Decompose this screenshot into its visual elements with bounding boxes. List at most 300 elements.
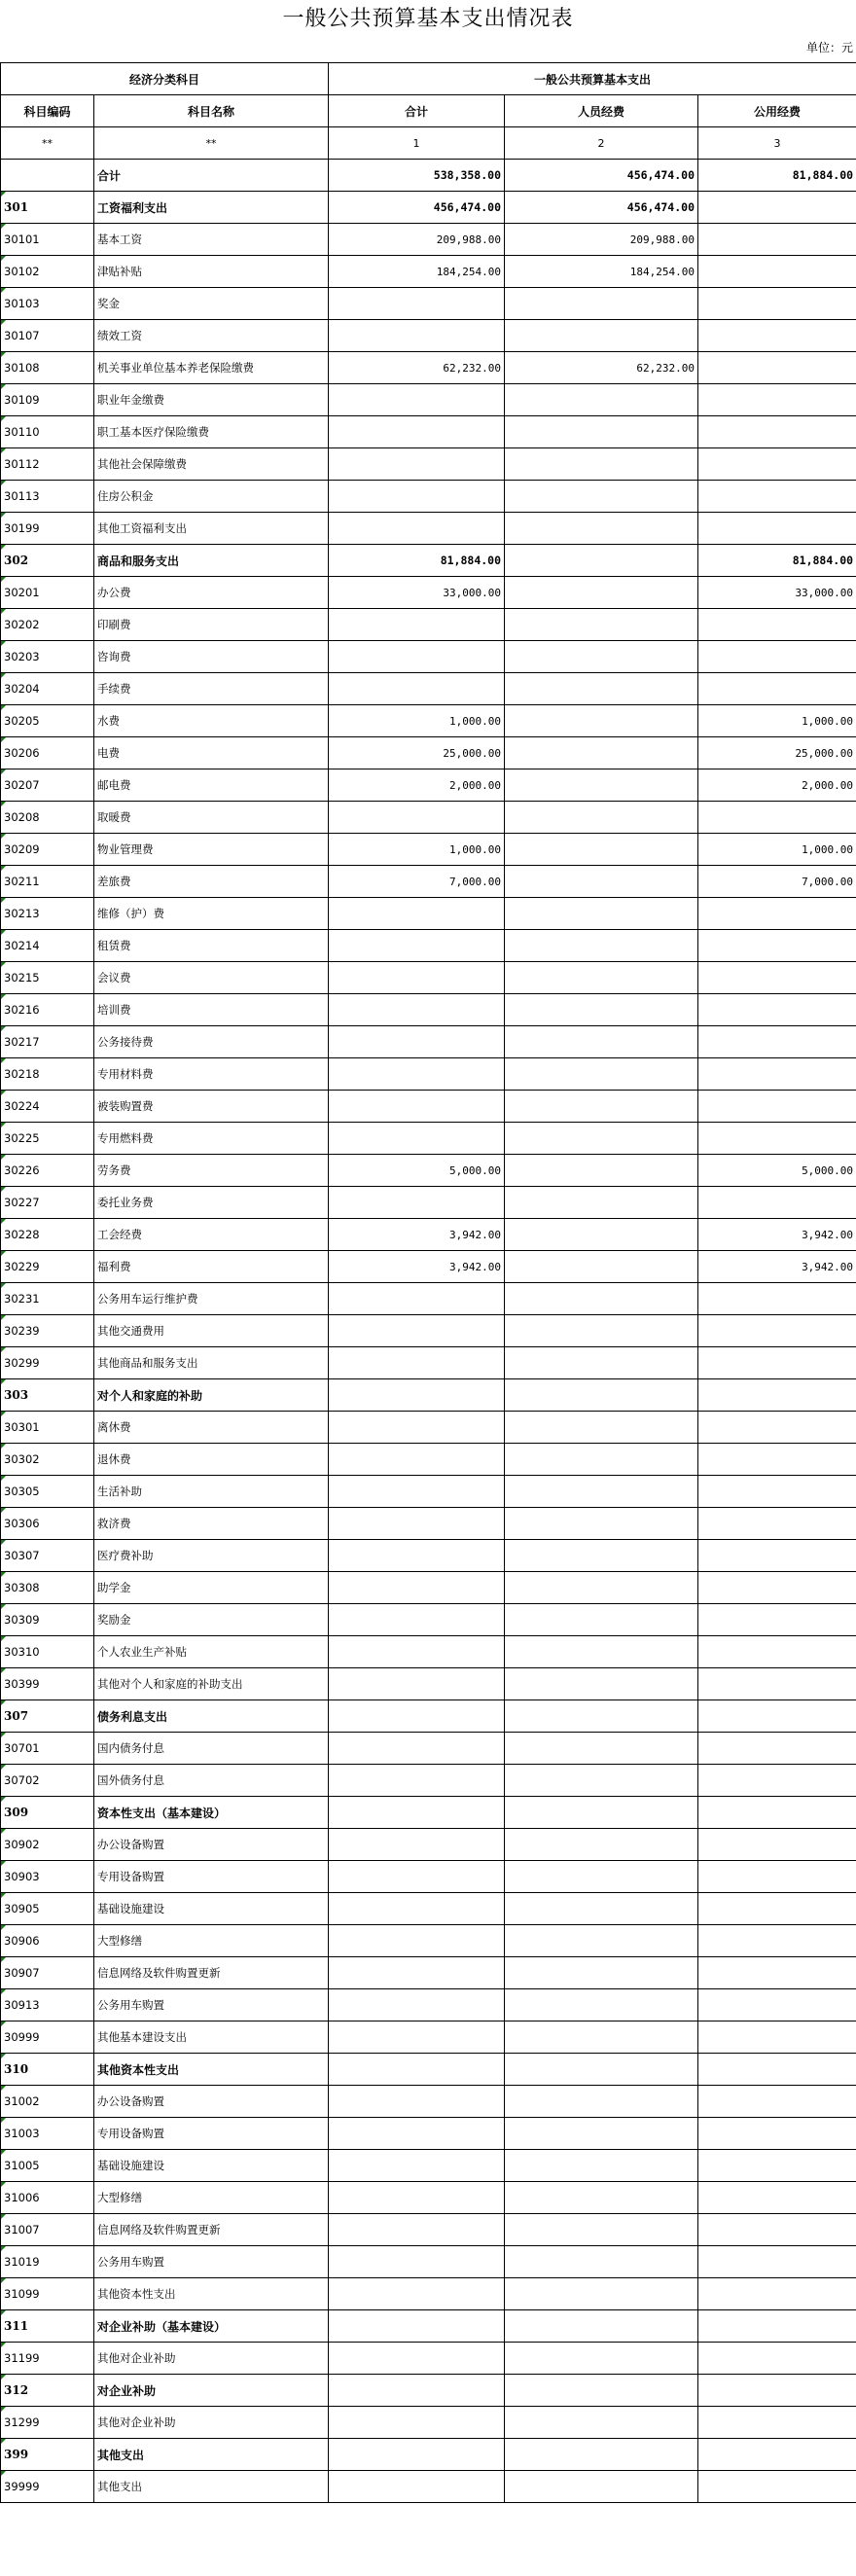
table-row — [1, 545, 856, 577]
row-personnel — [505, 641, 698, 673]
table-row — [1, 737, 856, 769]
row-code: 30205 — [1, 705, 94, 737]
row-name: 基本工资 — [94, 224, 329, 256]
row-name: 离休费 — [94, 1412, 329, 1444]
row-name: 其他商品和服务支出 — [94, 1347, 329, 1379]
row-name: 被装购置费 — [94, 1091, 329, 1123]
row-total — [329, 1700, 505, 1733]
row-personnel: 456,474.00 — [505, 192, 698, 224]
row-name: 办公设备购置 — [94, 1829, 329, 1861]
row-code: 30206 — [1, 737, 94, 769]
row-public — [698, 352, 856, 384]
row-personnel — [505, 1829, 698, 1861]
row-total — [329, 1123, 505, 1155]
row-public — [698, 1412, 856, 1444]
row-code: 30209 — [1, 834, 94, 866]
row-code: 310 — [1, 2054, 94, 2086]
row-name: 水费 — [94, 705, 329, 737]
row-personnel — [505, 545, 698, 577]
row-public — [698, 513, 856, 545]
row-public — [698, 962, 856, 994]
row-personnel — [505, 2021, 698, 2054]
row-public — [698, 416, 856, 448]
row-code: 30302 — [1, 1444, 94, 1476]
row-name: 办公费 — [94, 577, 329, 609]
row-personnel — [505, 1925, 698, 1957]
expenditure-table — [0, 62, 856, 2503]
row-public — [698, 256, 856, 288]
table-row — [1, 1219, 856, 1251]
row-name: 国外债务付息 — [94, 1765, 329, 1797]
header-personnel: 人员经费 — [505, 95, 698, 127]
row-public — [698, 2182, 856, 2214]
table-row — [1, 2343, 856, 2375]
row-name: 基础设施建设 — [94, 1893, 329, 1925]
header-column-row — [1, 95, 856, 127]
row-personnel — [505, 481, 698, 513]
row-name: 公务用车购置 — [94, 1989, 329, 2021]
row-total — [329, 1861, 505, 1893]
row-code: 30201 — [1, 577, 94, 609]
row-total: 184,254.00 — [329, 256, 505, 288]
row-code: 31007 — [1, 2214, 94, 2246]
row-total — [329, 802, 505, 834]
row-public — [698, 2118, 856, 2150]
row-name: 大型修缮 — [94, 1925, 329, 1957]
table-row — [1, 1572, 856, 1604]
row-total — [329, 2150, 505, 2182]
row-personnel — [505, 2278, 698, 2310]
row-code: 30224 — [1, 1091, 94, 1123]
row-name: 退休费 — [94, 1444, 329, 1476]
row-code: 30108 — [1, 352, 94, 384]
row-total — [329, 2118, 505, 2150]
row-code: 30902 — [1, 1829, 94, 1861]
row-personnel — [505, 2246, 698, 2278]
table-row — [1, 1155, 856, 1187]
row-total — [329, 2246, 505, 2278]
row-code: 30299 — [1, 1347, 94, 1379]
table-row — [1, 1540, 856, 1572]
row-code: 30226 — [1, 1155, 94, 1187]
row-personnel — [505, 2054, 698, 2086]
row-public — [698, 1283, 856, 1315]
table-row — [1, 1444, 856, 1476]
row-name: 工资福利支出 — [94, 192, 329, 224]
row-code: 30308 — [1, 1572, 94, 1604]
row-code: 30107 — [1, 320, 94, 352]
row-name: 对企业补助（基本建设） — [94, 2310, 329, 2343]
row-public — [698, 384, 856, 416]
row-total — [329, 2407, 505, 2439]
row-name: 生活补助 — [94, 1476, 329, 1508]
table-row — [1, 1604, 856, 1636]
row-total — [329, 1957, 505, 1989]
row-code: 30301 — [1, 1412, 94, 1444]
row-total: 209,988.00 — [329, 224, 505, 256]
row-code: 30310 — [1, 1636, 94, 1668]
table-row — [1, 673, 856, 705]
row-public — [698, 224, 856, 256]
row-total — [329, 1187, 505, 1219]
row-code: 309 — [1, 1797, 94, 1829]
row-public — [698, 802, 856, 834]
row-name: 专用设备购置 — [94, 1861, 329, 1893]
row-total — [329, 1412, 505, 1444]
table-row — [1, 2246, 856, 2278]
table-row — [1, 1123, 856, 1155]
index-public: 3 — [698, 127, 856, 160]
row-total: 538,358.00 — [329, 160, 505, 192]
row-personnel — [505, 2214, 698, 2246]
table-row — [1, 224, 856, 256]
row-public — [698, 288, 856, 320]
row-name: 专用设备购置 — [94, 2118, 329, 2150]
row-name: 专用材料费 — [94, 1058, 329, 1091]
row-name: 救济费 — [94, 1508, 329, 1540]
row-name: 奖金 — [94, 288, 329, 320]
row-personnel — [505, 1283, 698, 1315]
row-total — [329, 1026, 505, 1058]
row-personnel — [505, 705, 698, 737]
row-name: 医疗费补助 — [94, 1540, 329, 1572]
row-total: 456,474.00 — [329, 192, 505, 224]
row-code: 31099 — [1, 2278, 94, 2310]
row-name: 职工基本医疗保险缴费 — [94, 416, 329, 448]
row-public — [698, 1797, 856, 1829]
row-personnel — [505, 1893, 698, 1925]
table-row — [1, 160, 856, 192]
row-name: 办公设备购置 — [94, 2086, 329, 2118]
row-total — [329, 2054, 505, 2086]
table-row — [1, 577, 856, 609]
row-code: 30906 — [1, 1925, 94, 1957]
table-row — [1, 448, 856, 481]
row-public: 1,000.00 — [698, 834, 856, 866]
row-public — [698, 994, 856, 1026]
table-row — [1, 866, 856, 898]
row-code: 30306 — [1, 1508, 94, 1540]
row-total — [329, 1283, 505, 1315]
row-code: 30907 — [1, 1957, 94, 1989]
row-personnel — [505, 320, 698, 352]
row-code: 39999 — [1, 2471, 94, 2503]
row-public — [698, 1315, 856, 1347]
row-name: 对企业补助 — [94, 2375, 329, 2407]
row-total — [329, 609, 505, 641]
row-public — [698, 1733, 856, 1765]
table-row — [1, 1733, 856, 1765]
row-total — [329, 288, 505, 320]
row-name: 职业年金缴费 — [94, 384, 329, 416]
table-row — [1, 930, 856, 962]
row-personnel — [505, 769, 698, 802]
row-total: 3,942.00 — [329, 1219, 505, 1251]
row-total — [329, 673, 505, 705]
row-name: 电费 — [94, 737, 329, 769]
row-public — [698, 1636, 856, 1668]
row-total: 62,232.00 — [329, 352, 505, 384]
table-row — [1, 962, 856, 994]
row-personnel: 456,474.00 — [505, 160, 698, 192]
table-row — [1, 2118, 856, 2150]
row-personnel — [505, 1476, 698, 1508]
row-personnel — [505, 1379, 698, 1412]
row-name: 专用燃料费 — [94, 1123, 329, 1155]
row-total — [329, 1347, 505, 1379]
table-row — [1, 1187, 856, 1219]
header-index-row — [1, 127, 856, 160]
row-public — [698, 673, 856, 705]
row-total — [329, 898, 505, 930]
index-code: ** — [1, 127, 94, 160]
row-public — [698, 2021, 856, 2054]
row-personnel — [505, 448, 698, 481]
table-row — [1, 802, 856, 834]
row-personnel — [505, 2086, 698, 2118]
row-public: 81,884.00 — [698, 160, 856, 192]
table-row — [1, 384, 856, 416]
row-total — [329, 2310, 505, 2343]
table-row — [1, 192, 856, 224]
row-code: 30309 — [1, 1604, 94, 1636]
row-public — [698, 2439, 856, 2471]
row-name: 其他对企业补助 — [94, 2407, 329, 2439]
row-personnel — [505, 1636, 698, 1668]
row-code: 399 — [1, 2439, 94, 2471]
row-code: 303 — [1, 1379, 94, 1412]
table-row — [1, 1315, 856, 1347]
row-total — [329, 1765, 505, 1797]
row-code: 30903 — [1, 1861, 94, 1893]
index-personnel: 2 — [505, 127, 698, 160]
row-public: 3,942.00 — [698, 1251, 856, 1283]
row-name: 咨询费 — [94, 641, 329, 673]
row-total: 25,000.00 — [329, 737, 505, 769]
row-public — [698, 1123, 856, 1155]
table-row — [1, 1347, 856, 1379]
row-public — [698, 1540, 856, 1572]
row-public — [698, 2471, 856, 2503]
row-personnel — [505, 1123, 698, 1155]
row-public: 5,000.00 — [698, 1155, 856, 1187]
row-name: 福利费 — [94, 1251, 329, 1283]
row-code: 30215 — [1, 962, 94, 994]
row-code: 30217 — [1, 1026, 94, 1058]
row-personnel — [505, 898, 698, 930]
table-row — [1, 705, 856, 737]
row-total — [329, 1829, 505, 1861]
row-total — [329, 1476, 505, 1508]
row-personnel — [505, 1765, 698, 1797]
table-row — [1, 1379, 856, 1412]
table-row — [1, 416, 856, 448]
row-public — [698, 2150, 856, 2182]
row-name: 委托业务费 — [94, 1187, 329, 1219]
row-code: 30228 — [1, 1219, 94, 1251]
row-name: 其他资本性支出 — [94, 2054, 329, 2086]
row-personnel — [505, 2375, 698, 2407]
table-row — [1, 2150, 856, 2182]
row-code: 30110 — [1, 416, 94, 448]
row-name: 助学金 — [94, 1572, 329, 1604]
row-code: 31019 — [1, 2246, 94, 2278]
row-code: 31006 — [1, 2182, 94, 2214]
table-row — [1, 834, 856, 866]
row-code: 30213 — [1, 898, 94, 930]
row-name: 基础设施建设 — [94, 2150, 329, 2182]
row-name: 信息网络及软件购置更新 — [94, 1957, 329, 1989]
row-name: 会议费 — [94, 962, 329, 994]
row-code: 30905 — [1, 1893, 94, 1925]
row-total — [329, 320, 505, 352]
row-code: 30103 — [1, 288, 94, 320]
table-row — [1, 609, 856, 641]
row-total — [329, 2182, 505, 2214]
row-name: 维修（护）费 — [94, 898, 329, 930]
table-row — [1, 1026, 856, 1058]
row-total — [329, 2343, 505, 2375]
row-total — [329, 1604, 505, 1636]
row-total: 1,000.00 — [329, 705, 505, 737]
table-row — [1, 2278, 856, 2310]
row-personnel — [505, 1733, 698, 1765]
table-row — [1, 1283, 856, 1315]
row-code: 31002 — [1, 2086, 94, 2118]
row-code: 307 — [1, 1700, 94, 1733]
row-personnel — [505, 384, 698, 416]
row-public — [698, 609, 856, 641]
row-personnel — [505, 1091, 698, 1123]
row-public — [698, 1379, 856, 1412]
row-total — [329, 1797, 505, 1829]
row-name: 其他交通费用 — [94, 1315, 329, 1347]
row-total: 2,000.00 — [329, 769, 505, 802]
row-total — [329, 448, 505, 481]
header-name: 科目名称 — [94, 95, 329, 127]
row-public — [698, 2343, 856, 2375]
row-code: 30112 — [1, 448, 94, 481]
row-personnel — [505, 1187, 698, 1219]
row-public — [698, 448, 856, 481]
table-row — [1, 1957, 856, 1989]
row-code: 312 — [1, 2375, 94, 2407]
row-code — [1, 160, 94, 192]
row-total: 33,000.00 — [329, 577, 505, 609]
row-personnel: 209,988.00 — [505, 224, 698, 256]
row-name: 物业管理费 — [94, 834, 329, 866]
row-total — [329, 962, 505, 994]
row-public — [698, 898, 856, 930]
row-total — [329, 1572, 505, 1604]
row-public — [698, 1893, 856, 1925]
row-total — [329, 481, 505, 513]
row-total: 3,942.00 — [329, 1251, 505, 1283]
row-total — [329, 513, 505, 545]
row-name: 租赁费 — [94, 930, 329, 962]
row-total — [329, 384, 505, 416]
unit-label: 单位：元 — [805, 41, 853, 54]
row-public — [698, 930, 856, 962]
row-name: 劳务费 — [94, 1155, 329, 1187]
row-code: 30239 — [1, 1315, 94, 1347]
row-personnel — [505, 1861, 698, 1893]
row-name: 商品和服务支出 — [94, 545, 329, 577]
row-personnel — [505, 2439, 698, 2471]
row-personnel — [505, 1540, 698, 1572]
row-public — [698, 2278, 856, 2310]
row-name: 印刷费 — [94, 609, 329, 641]
row-name: 信息网络及软件购置更新 — [94, 2214, 329, 2246]
row-public — [698, 2310, 856, 2343]
table-row — [1, 2054, 856, 2086]
row-personnel — [505, 802, 698, 834]
row-code: 31005 — [1, 2150, 94, 2182]
row-personnel — [505, 866, 698, 898]
row-code: 30227 — [1, 1187, 94, 1219]
row-public: 81,884.00 — [698, 545, 856, 577]
row-total — [329, 994, 505, 1026]
row-personnel — [505, 1444, 698, 1476]
row-personnel — [505, 1604, 698, 1636]
table-row — [1, 898, 856, 930]
row-personnel — [505, 1797, 698, 1829]
row-personnel — [505, 1700, 698, 1733]
header-group-row — [1, 63, 856, 95]
table-row — [1, 2086, 856, 2118]
row-personnel — [505, 1347, 698, 1379]
row-code: 30208 — [1, 802, 94, 834]
table-row — [1, 769, 856, 802]
index-total: 1 — [329, 127, 505, 160]
row-personnel — [505, 673, 698, 705]
row-total — [329, 930, 505, 962]
row-code: 30218 — [1, 1058, 94, 1091]
row-code: 30204 — [1, 673, 94, 705]
header-group-left: 经济分类科目 — [1, 63, 329, 95]
row-total — [329, 1925, 505, 1957]
row-personnel — [505, 1251, 698, 1283]
row-public — [698, 1957, 856, 1989]
table-row — [1, 2471, 856, 2503]
row-total — [329, 416, 505, 448]
row-total — [329, 2439, 505, 2471]
table-row — [1, 1058, 856, 1091]
row-code: 31199 — [1, 2343, 94, 2375]
table-row — [1, 2182, 856, 2214]
row-code: 30307 — [1, 1540, 94, 1572]
row-public — [698, 1861, 856, 1893]
table-row — [1, 1861, 856, 1893]
row-total — [329, 1989, 505, 2021]
row-personnel: 62,232.00 — [505, 352, 698, 384]
row-personnel — [505, 2150, 698, 2182]
row-personnel — [505, 1957, 698, 1989]
table-row — [1, 1476, 856, 1508]
row-code: 30102 — [1, 256, 94, 288]
row-public — [698, 1026, 856, 1058]
table-row — [1, 513, 856, 545]
row-total — [329, 1733, 505, 1765]
row-name: 取暖费 — [94, 802, 329, 834]
row-name: 其他社会保障缴费 — [94, 448, 329, 481]
row-name: 公务用车运行维护费 — [94, 1283, 329, 1315]
row-code: 302 — [1, 545, 94, 577]
table-row — [1, 1091, 856, 1123]
row-total — [329, 1508, 505, 1540]
row-personnel — [505, 416, 698, 448]
row-total — [329, 1668, 505, 1700]
